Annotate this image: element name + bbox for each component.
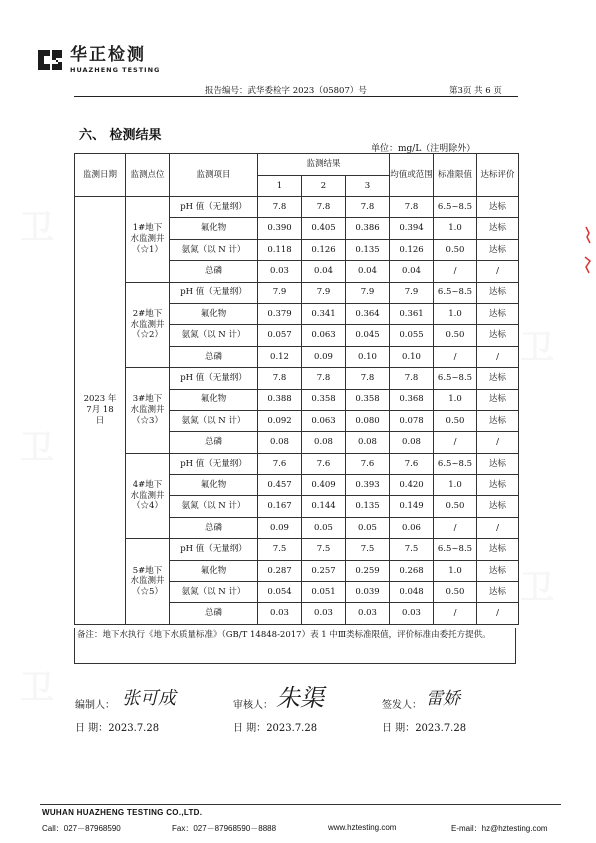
header-eval: 达标评价 [477,154,519,197]
result-3: 0.080 [346,410,390,431]
mean-value: 0.149 [390,496,434,517]
unit-note: 单位：mg/L（注明除外） [371,144,476,154]
monitoring-item: 氟化物 [170,389,258,410]
evaluation: 达标 [477,410,519,431]
approved-label: 签发人： [382,700,422,711]
result-2: 0.144 [302,496,346,517]
monitoring-item: 氟化物 [170,475,258,496]
result-2: 0.126 [302,239,346,260]
monitoring-item: pH 值（无量纲） [170,282,258,303]
footer-divider [40,804,561,805]
result-3: 0.05 [346,517,390,538]
monitoring-point: 3#地下水监测井（☆3） [126,368,170,454]
monitoring-point: 2#地下水监测井（☆2） [126,282,170,368]
mean-value: 7.6 [390,453,434,474]
evaluation: 达标 [477,582,519,603]
footer-web: www.hztesting.com [328,823,397,832]
prepared-label: 编制人： [75,700,115,711]
standard-limit: / [434,432,477,453]
result-1: 0.379 [258,303,302,324]
result-2: 0.05 [302,517,346,538]
result-1: 0.03 [258,261,302,282]
result-3: 7.9 [346,282,390,303]
result-1: 0.167 [258,496,302,517]
header-results: 监测结果 [258,154,390,176]
reviewed-signature: 朱渠 [276,684,324,712]
standard-limit: 6.5~8.5 [434,368,477,389]
table-row [75,539,519,560]
watermark [20,200,54,249]
monitoring-point: 4#地下水监测井（☆4） [126,453,170,539]
evaluation: 达标 [477,389,519,410]
mean-value: 7.9 [390,282,434,303]
result-1: 0.118 [258,239,302,260]
header-r1: 1 [258,176,302,197]
mean-value: 0.126 [390,239,434,260]
evaluation: 达标 [477,218,519,239]
mean-value: 0.08 [390,432,434,453]
report-number: 报告编号：武华委检字 2023（05807）号 [205,86,367,96]
result-3: 0.03 [346,603,390,624]
mean-value: 0.420 [390,475,434,496]
evaluation: 达标 [477,282,519,303]
footer-email: E-mail：hz@hztesting.com [451,824,548,833]
result-2: 0.257 [302,560,346,581]
mean-value: 0.078 [390,410,434,431]
monitoring-item: pH 值（无量纲） [170,197,258,218]
monitoring-item: 氟化物 [170,303,258,324]
evaluation: / [477,346,519,367]
header-point: 监测点位 [126,154,170,197]
mean-value: 0.03 [390,603,434,624]
date-value: 2023.7.28 [415,723,467,734]
result-1: 0.388 [258,389,302,410]
mean-value: 0.361 [390,303,434,324]
standard-limit: 1.0 [434,475,477,496]
result-3: 0.386 [346,218,390,239]
remark: 备注：地下水执行《地下水质量标准》（GB/T 14848-2017）表 1 中Ⅲ类标准限值，评价标准由委托方提供。 [74,628,516,664]
result-2: 7.8 [302,197,346,218]
result-2: 7.5 [302,539,346,560]
evaluation: / [477,432,519,453]
evaluation: 达标 [477,475,519,496]
result-3: 0.039 [346,582,390,603]
result-3: 0.10 [346,346,390,367]
monitoring-item: 氨氮（以 N 计） [170,325,258,346]
mean-value: 0.048 [390,582,434,603]
standard-limit: 6.5~8.5 [434,282,477,303]
table-row [75,453,519,474]
footer-call: Call：027－87968590 [42,824,121,833]
standard-limit: 1.0 [434,389,477,410]
standard-limit: 6.5~8.5 [434,453,477,474]
result-3: 7.8 [346,197,390,218]
standard-limit: 1.0 [434,218,477,239]
result-2: 0.04 [302,261,346,282]
reviewed-label: 审核人： [233,700,273,711]
result-1: 0.03 [258,603,302,624]
approved-signature: 雷娇 [426,689,460,709]
evaluation: 达标 [477,560,519,581]
page-number: 第3页 共 6 页 [449,86,502,96]
section-title: 六、 检测结果 [79,128,162,143]
monitoring-item: 氟化物 [170,218,258,239]
monitoring-item: 氨氮（以 N 计） [170,582,258,603]
header-divider [74,96,518,97]
logo-icon [36,46,64,74]
result-3: 0.135 [346,496,390,517]
evaluation: 达标 [477,239,519,260]
result-3: 0.045 [346,325,390,346]
prepared-signature: 张可成 [122,688,176,709]
standard-limit: / [434,346,477,367]
result-1: 7.9 [258,282,302,303]
evaluation: / [477,603,519,624]
result-3: 0.358 [346,389,390,410]
result-2: 0.051 [302,582,346,603]
watermark [20,660,54,709]
result-2: 0.409 [302,475,346,496]
company-logo [36,46,160,74]
mean-value: 7.5 [390,539,434,560]
standard-limit: 0.50 [434,496,477,517]
header-limit: 标准限值 [434,154,477,197]
evaluation: 达标 [477,197,519,218]
header-r3: 3 [346,176,390,197]
result-1: 7.6 [258,453,302,474]
result-1: 0.12 [258,346,302,367]
logo-cn-text: 华正检测 [70,44,146,65]
evaluation: 达标 [477,539,519,560]
monitoring-item: pH 值（无量纲） [170,368,258,389]
standard-limit: 0.50 [434,582,477,603]
result-2: 0.063 [302,325,346,346]
result-2: 0.358 [302,389,346,410]
monitoring-item: pH 值（无量纲） [170,539,258,560]
header-item: 监测项目 [170,154,258,197]
date-value: 2023.7.28 [266,723,318,734]
monitoring-item: 氨氮（以 N 计） [170,239,258,260]
monitoring-item: 总磷 [170,432,258,453]
result-1: 0.057 [258,325,302,346]
monitoring-item: 氨氮（以 N 计） [170,496,258,517]
result-3: 0.259 [346,560,390,581]
watermark [520,320,554,369]
result-2: 0.08 [302,432,346,453]
mean-value: 0.10 [390,346,434,367]
date-label: 日 期： [382,723,416,734]
standard-limit: / [434,603,477,624]
standard-limit: 1.0 [434,560,477,581]
mean-value: 0.268 [390,560,434,581]
mean-value: 7.8 [390,197,434,218]
result-1: 0.054 [258,582,302,603]
result-2: 0.405 [302,218,346,239]
standard-limit: / [434,261,477,282]
standard-limit: 6.5~8.5 [434,539,477,560]
watermark [20,420,54,469]
stamp-edge [580,225,596,285]
date-value: 2023.7.28 [108,723,160,734]
standard-limit: / [434,517,477,538]
monitoring-date: 2023 年 7月 18 日 [75,197,126,625]
mean-value: 0.368 [390,389,434,410]
evaluation: 达标 [477,368,519,389]
result-3: 0.04 [346,261,390,282]
table-row [75,368,519,389]
mean-value: 0.394 [390,218,434,239]
footer-company: WUHAN HUAZHENG TESTING CO.,LTD. [42,808,203,817]
result-3: 0.393 [346,475,390,496]
monitoring-item: 总磷 [170,346,258,367]
monitoring-item: 总磷 [170,517,258,538]
result-1: 7.8 [258,197,302,218]
standard-limit: 0.50 [434,410,477,431]
result-3: 7.6 [346,453,390,474]
date-label: 日 期： [75,723,109,734]
result-2: 7.6 [302,453,346,474]
result-3: 7.5 [346,539,390,560]
result-2: 0.03 [302,603,346,624]
evaluation: 达标 [477,453,519,474]
result-2: 0.341 [302,303,346,324]
result-3: 0.135 [346,239,390,260]
date-label: 日 期： [233,723,267,734]
standard-limit: 6.5~8.5 [434,197,477,218]
monitoring-item: 氟化物 [170,560,258,581]
result-3: 0.364 [346,303,390,324]
header-r2: 2 [302,176,346,197]
result-1: 0.390 [258,218,302,239]
evaluation: / [477,517,519,538]
monitoring-item: pH 值（无量纲） [170,453,258,474]
table-row [75,197,519,218]
result-1: 0.287 [258,560,302,581]
result-2: 0.063 [302,410,346,431]
standard-limit: 0.50 [434,239,477,260]
header-date: 监测日期 [75,154,126,197]
result-3: 7.8 [346,368,390,389]
table-row [75,282,519,303]
monitoring-item: 总磷 [170,603,258,624]
watermark [520,560,554,609]
result-2: 0.09 [302,346,346,367]
evaluation: 达标 [477,325,519,346]
result-1: 7.8 [258,368,302,389]
result-1: 0.09 [258,517,302,538]
result-2: 7.9 [302,282,346,303]
result-1: 0.08 [258,432,302,453]
evaluation: / [477,261,519,282]
standard-limit: 1.0 [434,303,477,324]
result-1: 7.5 [258,539,302,560]
result-1: 0.092 [258,410,302,431]
logo-en-text: HUAZHENG TESTING [70,65,161,74]
standard-limit: 0.50 [434,325,477,346]
result-1: 0.457 [258,475,302,496]
monitoring-item: 总磷 [170,261,258,282]
mean-value: 0.055 [390,325,434,346]
result-3: 0.08 [346,432,390,453]
evaluation: 达标 [477,303,519,324]
monitoring-item: 氨氮（以 N 计） [170,410,258,431]
header-mean: 均值或范围 [390,154,434,197]
result-2: 7.8 [302,368,346,389]
monitoring-point: 1#地下水监测井（☆1） [126,197,170,283]
mean-value: 0.06 [390,517,434,538]
mean-value: 0.04 [390,261,434,282]
monitoring-point: 5#地下水监测井（☆5） [126,539,170,625]
mean-value: 7.8 [390,368,434,389]
results-table [74,153,519,625]
evaluation: 达标 [477,496,519,517]
footer-fax: Fax：027－87968590－8888 [172,824,277,833]
